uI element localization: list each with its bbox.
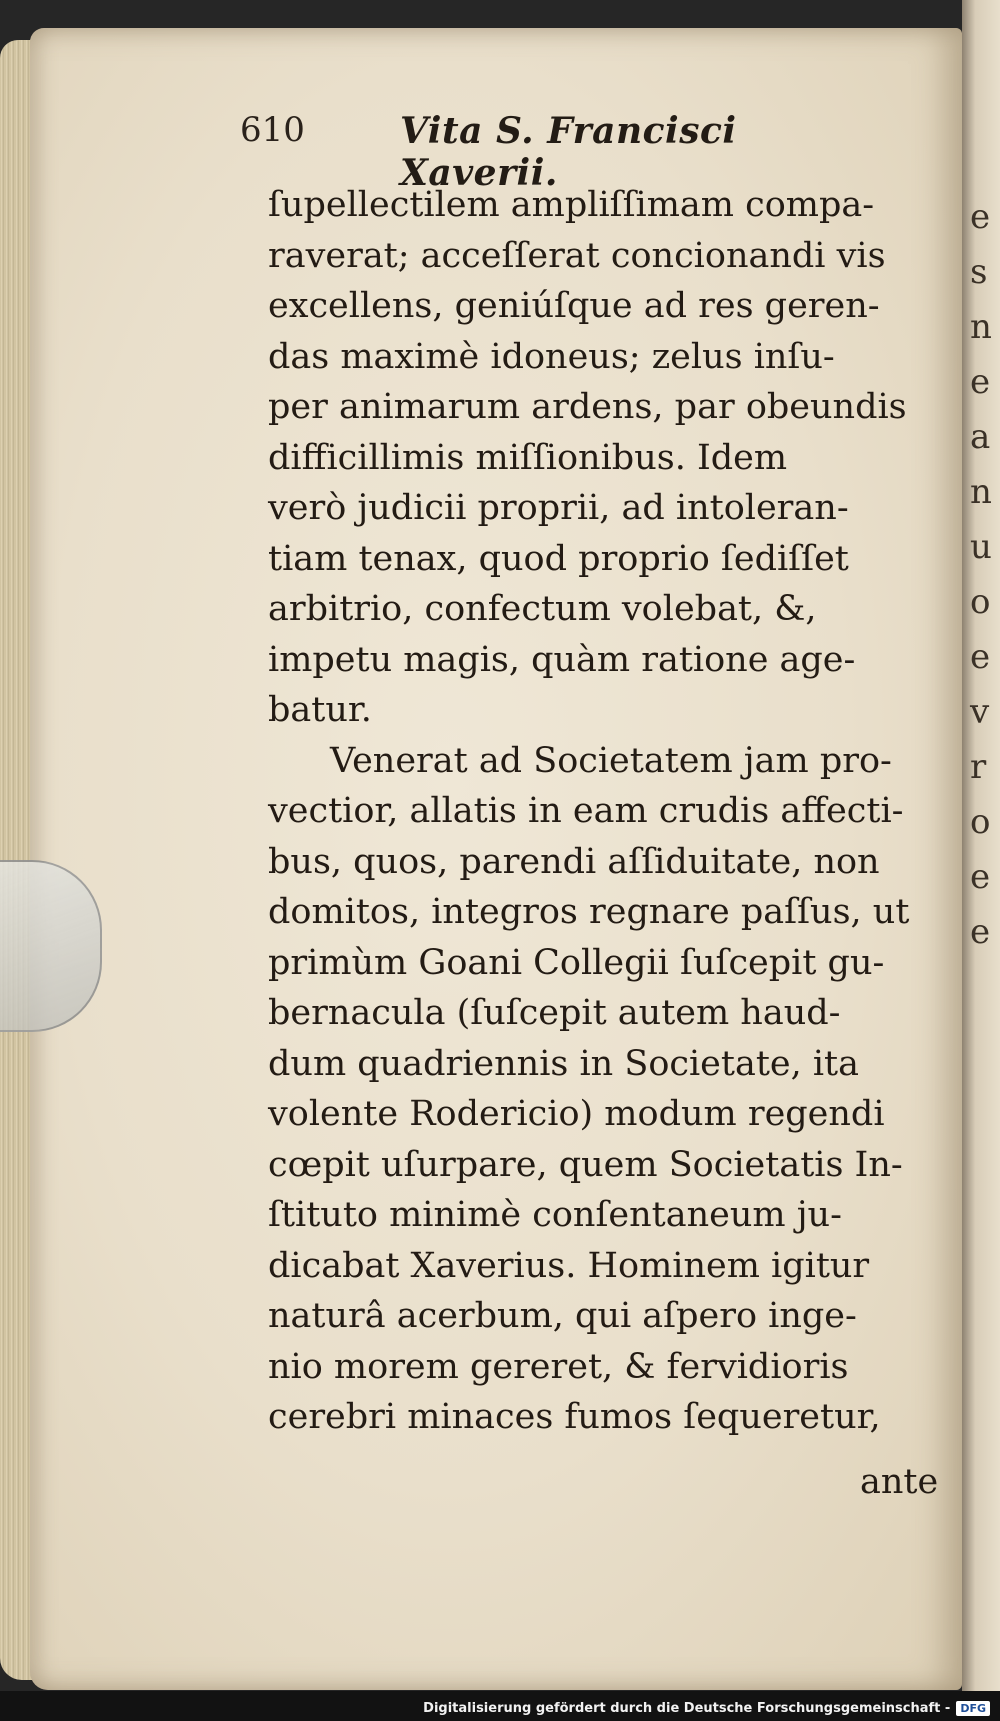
facing-page-fragment: e	[970, 857, 991, 897]
facing-page-fragment: a	[970, 417, 991, 457]
text-line: dicabat Xaverius. Hominem igitur	[268, 1245, 870, 1286]
facing-page-fragment: n	[970, 472, 992, 512]
facing-page-fragment: e	[970, 637, 991, 677]
digitization-footer	[0, 1691, 1000, 1721]
text-line: excellens, geniúſque ad res geren-	[268, 286, 880, 326]
text-line: volente Rodericio) modum regendi	[268, 1094, 885, 1134]
text-line: naturâ acerbum, qui aſpero inge-	[268, 1296, 857, 1336]
text-line: ſtituto minimè conſentaneum ju-	[268, 1195, 842, 1235]
facing-page-fragment: o	[970, 802, 991, 842]
page-header	[240, 110, 880, 194]
funding-credit	[423, 1701, 990, 1716]
facing-page-fragment: u	[970, 527, 992, 567]
facing-page-fragment: v	[970, 692, 990, 732]
facing-page-fragment: s	[970, 252, 988, 292]
text-line: das maximè idoneus; zelus inſu-	[268, 336, 835, 377]
facing-page-fragment: e	[970, 912, 991, 952]
text-line: impetu magis, quàm ratione age-	[268, 639, 856, 680]
facing-page-fragment: n	[970, 307, 992, 347]
facing-page-fragments	[970, 190, 1000, 960]
text-line: difficillimis miſſionibus. Idem	[268, 437, 788, 478]
catchword: ante	[860, 1462, 939, 1502]
running-title: Vita S. Francisci Xaverii.	[400, 110, 737, 194]
text-line: ſupellectilem ampliſſimam compa-	[268, 185, 875, 225]
facing-page-fragment: r	[970, 747, 987, 787]
text-line: arbitrio, confectum volebat, &,	[268, 589, 817, 629]
page-number: 610	[240, 110, 305, 150]
facing-page-fragment: e	[970, 362, 991, 402]
text-line: primùm Goani Collegii ſuſcepit gu-	[268, 942, 885, 983]
funding-credit-text: Digitalisierung gefördert durch die Deutsche Forschungsgemeinschaft -	[423, 1701, 951, 1716]
text-line: tiam tenax, quod proprio ſediſſet	[268, 538, 849, 579]
text-line: cerebri minaces fumos ſequeretur,	[268, 1397, 881, 1437]
text-line: nio morem gereret, & fervidioris	[268, 1346, 849, 1387]
text-line: verò judicii proprii, ad intoleran-	[268, 488, 849, 528]
text-line: per animarum ardens, par obeundis	[268, 387, 907, 427]
text-line: raverat; acceſſerat concionandi vis	[268, 235, 886, 276]
text-line: cœpit uſurpare, quem Societatis In-	[268, 1144, 903, 1185]
text-line: batur.	[268, 690, 372, 730]
body-text	[268, 180, 940, 1443]
text-line: bernacula (ſuſcepit autem haud-	[268, 993, 841, 1033]
text-line: vectior, allatis in eam crudis affecti-	[268, 791, 904, 831]
facing-page-fragment: e	[970, 197, 991, 237]
facing-page-fragment: o	[970, 582, 991, 622]
dfg-logo: DFG	[956, 1701, 990, 1716]
text-line: bus, quos, parendi aſſiduitate, non	[268, 841, 880, 882]
paragraph-start-line: Venerat ad Societatem jam pro-	[330, 740, 892, 781]
facing-page-edge	[962, 0, 1000, 1721]
text-line: domitos, integros regnare paſſus, ut	[268, 892, 910, 932]
text-line: dum quadriennis in Societate, ita	[268, 1043, 859, 1084]
